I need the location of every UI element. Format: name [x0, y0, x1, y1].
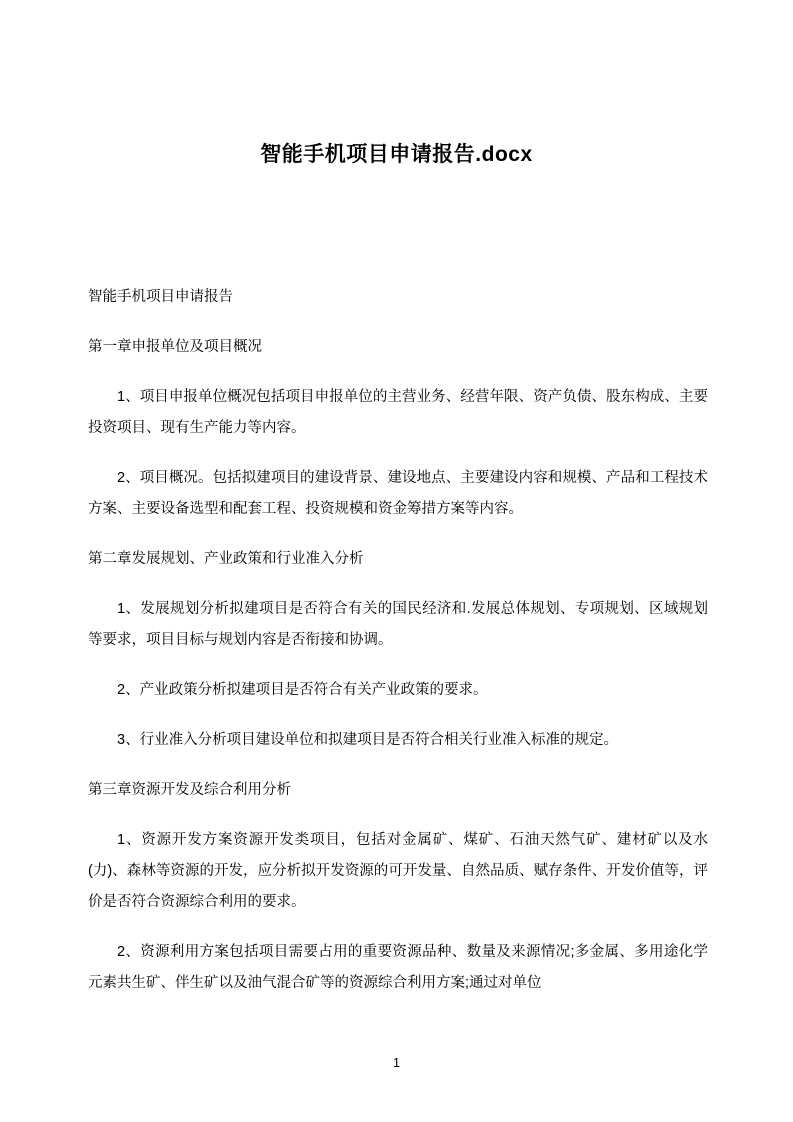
- document-title: 智能手机项目申请报告.docx: [260, 143, 533, 166]
- paragraph-chapter-1: 第一章申报单位及项目概况: [88, 339, 262, 355]
- paragraph-item-1-2: 2、项目概况。包括拟建项目的建设背景、建设地点、主要建设内容和规模、产品和工程技术方案、主要设备选型和配套工程、投资规模和资金筹措方案等内容。: [88, 470, 708, 517]
- paragraph-heading-doc: 智能手机项目申请报告: [88, 289, 233, 305]
- paragraph-item-2-3: 3、行业准入分析项目建设单位和拟建项目是否符合相关行业准入标准的规定。: [117, 732, 619, 748]
- paragraph-item-2-1: 1、发展规划分析拟建项目是否符合有关的国民经济和.发展总体规划、专项规划、区域规划等要求，项目目标与规划内容是否衔接和协调。: [88, 601, 708, 648]
- document-body: [88, 282, 708, 999]
- paragraph-chapter-2: 第二章发展规划、产业政策和行业准入分析: [88, 551, 364, 567]
- paragraph-chapter-3: 第三章资源开发及综合利用分析: [88, 782, 291, 798]
- page-number: 1: [392, 1055, 401, 1070]
- paragraph-item-3-2: 2、资源利用方案包括项目需要占用的重要资源品种、数量及来源情况;多金属、多用途化学元素共生矿、伴生矿以及油气混合矿等的资源综合利用方案;通过对单位: [88, 944, 708, 991]
- paragraph-item-1-1: 1、项目申报单位概况包括项目申报单位的主营业务、经营年限、资产负债、股东构成、主要投资项目、现有生产能力等内容。: [88, 389, 708, 436]
- paragraph-item-3-1: 1、资源开发方案资源开发类项目，包括对金属矿、煤矿、石油天然气矿、建材矿以及水(力)、森林等资源的开发，应分析拟开发资源的可开发量、自然品质、赋存条件、开发价值等，评价是否符合资源综合利用的要求。: [88, 832, 708, 910]
- paragraph-item-2-2: 2、产业政策分析拟建项目是否符合有关产业政策的要求。: [117, 682, 488, 698]
